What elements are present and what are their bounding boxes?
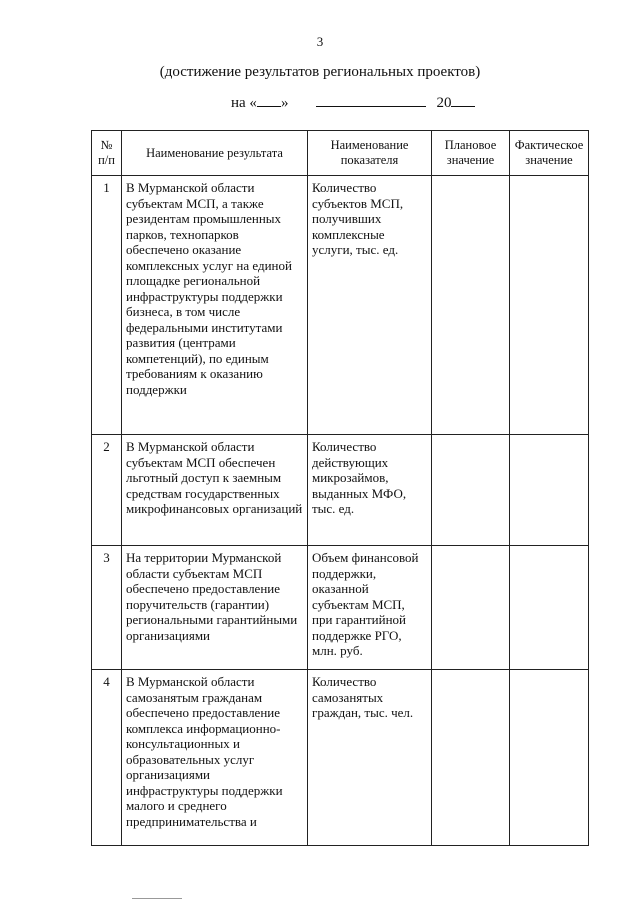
day-blank xyxy=(257,94,281,107)
table-row xyxy=(92,546,589,670)
planned-value-cell xyxy=(432,670,510,846)
indicator-cell: Объем финансовой поддержки, оказанной субъектам МСП, при гарантийной поддержке РГО, млн. руб. xyxy=(308,546,432,670)
actual-value-cell xyxy=(510,435,589,546)
indicator-cell: Количество субъектов МСП, получивших комплексные услуги, тыс. ед. xyxy=(308,176,432,435)
header-indicator: Наименование показателя xyxy=(308,131,432,176)
actual-value-cell xyxy=(510,176,589,435)
table-row xyxy=(92,435,589,546)
actual-value-cell xyxy=(510,670,589,846)
year-blank xyxy=(451,94,475,107)
row-number: 3 xyxy=(92,546,122,670)
indicator-cell: Количество действующих микрозаймов, выданных МФО, тыс. ед. xyxy=(308,435,432,546)
indicator-cell: Количество самозанятых граждан, тыс. чел. xyxy=(308,670,432,846)
actual-value-cell xyxy=(510,546,589,670)
planned-value-cell xyxy=(432,435,510,546)
footer-rule xyxy=(132,898,182,899)
year-prefix: 20 xyxy=(436,95,452,111)
document-subtitle: (достижение результатов региональных проектов) xyxy=(159,64,481,80)
row-number: 2 xyxy=(92,435,122,546)
result-cell: В Мурманской области самозанятым гражданам обеспечено предоставление комплекса информационно-консультационных и образовательных услуг организациями инфраструктуры поддержки малого и среднего предпринимательства и xyxy=(122,670,308,846)
header-actual: Фактическое значение xyxy=(510,131,589,176)
row-number: 4 xyxy=(92,670,122,846)
month-blank xyxy=(316,94,426,107)
date-prefix: на « xyxy=(231,95,257,111)
result-cell: В Мурманской области субъектам МСП обеспечен льготный доступ к заемным средствам государственных микрофинансовых организаций xyxy=(122,435,308,546)
page-number: 3 xyxy=(316,34,324,49)
header-planned: Плановое значение xyxy=(432,131,510,176)
header-num: № п/п xyxy=(92,131,122,176)
planned-value-cell xyxy=(432,546,510,670)
table-row xyxy=(92,670,589,846)
row-number: 1 xyxy=(92,176,122,435)
date-close-quote: » xyxy=(280,95,289,111)
result-cell: На территории Мурманской области субъектам МСП обеспечено предоставление поручительств (гарантии) региональными гарантийными организациями xyxy=(122,546,308,670)
results-table xyxy=(91,130,589,846)
header-result: Наименование результата xyxy=(122,131,308,176)
report-date-line xyxy=(231,94,475,112)
result-cell: В Мурманской области субъектам МСП, а также резидентам промышленных парков, технопарков обеспечено оказание комплексных услуг на единой площадке региональной инфраструктуры поддержки бизнеса, в том числе федеральными институтами развития (центрами компетенций), по единым требованиям к оказанию поддержки xyxy=(122,176,308,435)
table-header-row xyxy=(92,131,589,176)
planned-value-cell xyxy=(432,176,510,435)
table-row xyxy=(92,176,589,435)
